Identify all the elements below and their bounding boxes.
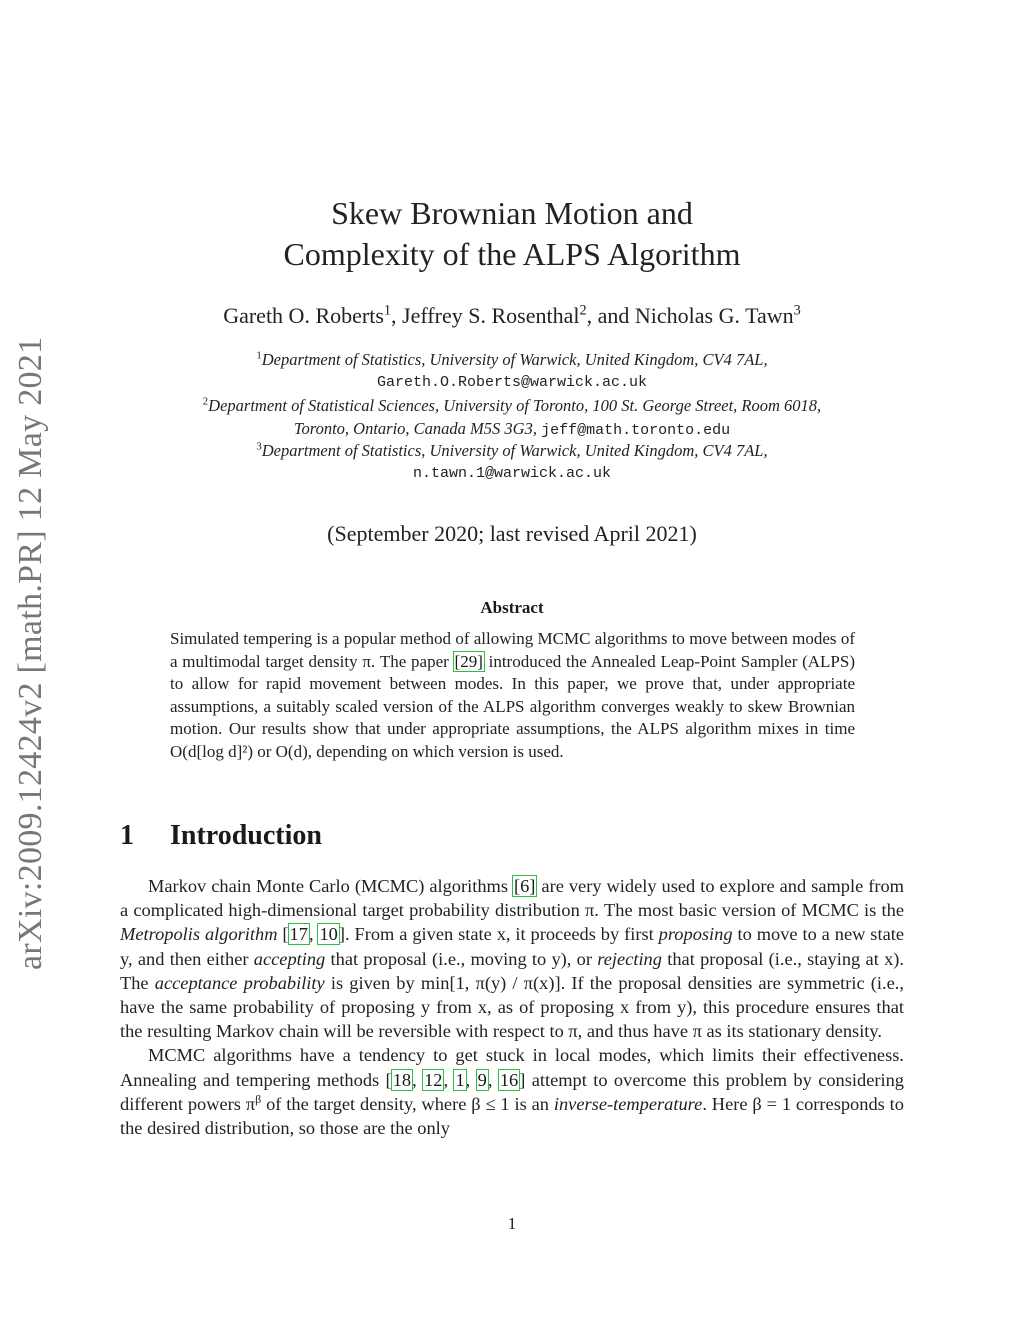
abstract-text: Simulated tempering is a popular method of allowing MCMC algorithms to move between modes of a multimodal target density π. The paper [29] introduced the Annealed Leap-Point Sampler (ALPS) to allow for rapid movement between modes. In this paper, we prove that, under appropriate assumptions, a suitably scaled version of the ALPS algorithm converges weakly to skew Brownian motion. Our results show that under appropriate assumptions, the ALPS algorithm mixes in time O(d[log d]²) or O(d), depending on which version is used. <box>170 629 855 761</box>
paragraph-1: Markov chain Monte Carlo (MCMC) algorithms [6] are very widely used to explore and sample from a complicated high-dimensional target probability distribution π. The most basic version of MCMC is the Metropolis algorithm [17, 10]. From a given state x, it proceeds by first proposing to move to a new state y, and then either accepting that proposal (i.e., moving to y), or rejecting that proposal (i.e., staying at x). The acceptance probability is given by min[1, π(y) / π(x)]. If the proposal densities are symmetric (i.e., have the same probability of proposing y from x, as of proposing x from y), this procedure ensures that the resulting Markov chain will be reversible with respect to π, and thus have π as its stationary density. <box>120 876 904 1042</box>
citation-link[interactable]: 12 <box>424 1069 443 1090</box>
citation-link[interactable]: 16 <box>499 1069 519 1090</box>
citation-link[interactable]: 18 <box>392 1069 412 1090</box>
citation-link[interactable]: 1 <box>455 1069 465 1090</box>
paper-title-line-2: Complexity of the ALPS Algorithm <box>283 236 741 272</box>
paper-date: (September 2020; last revised April 2021) <box>327 521 697 546</box>
email-2[interactable]: jeff@math.toronto.edu <box>541 422 731 439</box>
affiliation-2-cont: Toronto, Ontario, Canada M5S 3G3, jeff@math.toronto.edu <box>293 419 731 439</box>
author-3-mark: 3 <box>793 302 801 319</box>
citation-link[interactable]: 10 <box>319 924 338 945</box>
arxiv-identifier: arXiv:2009.12424v2 [math.PR] 12 May 2021 <box>12 336 49 970</box>
citation-link[interactable]: [29] <box>454 651 483 671</box>
affiliation-1: $^1$Department of Statistics, University of Warwick, United Kingdom, CV4 7AL, <box>256 349 768 369</box>
author-list: Gareth O. Roberts$^1$, Jeffrey S. Rosenthal$^2$, and Nicholas G. Tawn$^3$ <box>223 302 801 328</box>
author-2: Jeffrey S. Rosenthal <box>402 303 580 328</box>
author-1-mark: 1 <box>383 302 392 319</box>
citation-link[interactable]: 17 <box>289 924 308 945</box>
affiliation-3: $^3$Department of Statistics, University of Warwick, United Kingdom, CV4 7AL, <box>256 440 768 460</box>
body-text <box>120 874 904 1140</box>
author-2-mark: 2 <box>579 302 587 319</box>
section-heading <box>120 820 322 852</box>
author-1: Gareth O. Roberts <box>223 303 384 328</box>
paper-title-line-1: Skew Brownian Motion and <box>331 195 693 231</box>
email-1[interactable]: Gareth.O.Roberts@warwick.ac.uk <box>376 374 648 391</box>
page-number: 1 <box>507 1214 517 1233</box>
abstract-heading: Abstract <box>480 598 544 617</box>
citation-link[interactable]: [6] <box>513 876 536 896</box>
section-number: 1 <box>120 820 134 851</box>
citation-link[interactable]: 9 <box>477 1069 487 1090</box>
section-title: Introduction <box>170 820 322 851</box>
affiliation-2: $^2$Department of Statistical Sciences, University of Toronto, 100 St. George Street, Room 6018, <box>202 395 822 415</box>
author-3: and Nicholas G. Tawn <box>597 303 794 328</box>
email-3[interactable]: n.tawn.1@warwick.ac.uk <box>412 465 612 482</box>
paragraph-2: MCMC algorithms have a tendency to get stuck in local modes, which limits their effectiveness. Annealing and tempering methods [18, 12, 1, 9, 16] attempt to overcome this problem by considering different powers $\pi^\beta$ of the target density, where β ≤ 1 is an inverse-temperature. Here β = 1 corresponds to the desired distribution, so those are the only <box>120 1045 904 1139</box>
